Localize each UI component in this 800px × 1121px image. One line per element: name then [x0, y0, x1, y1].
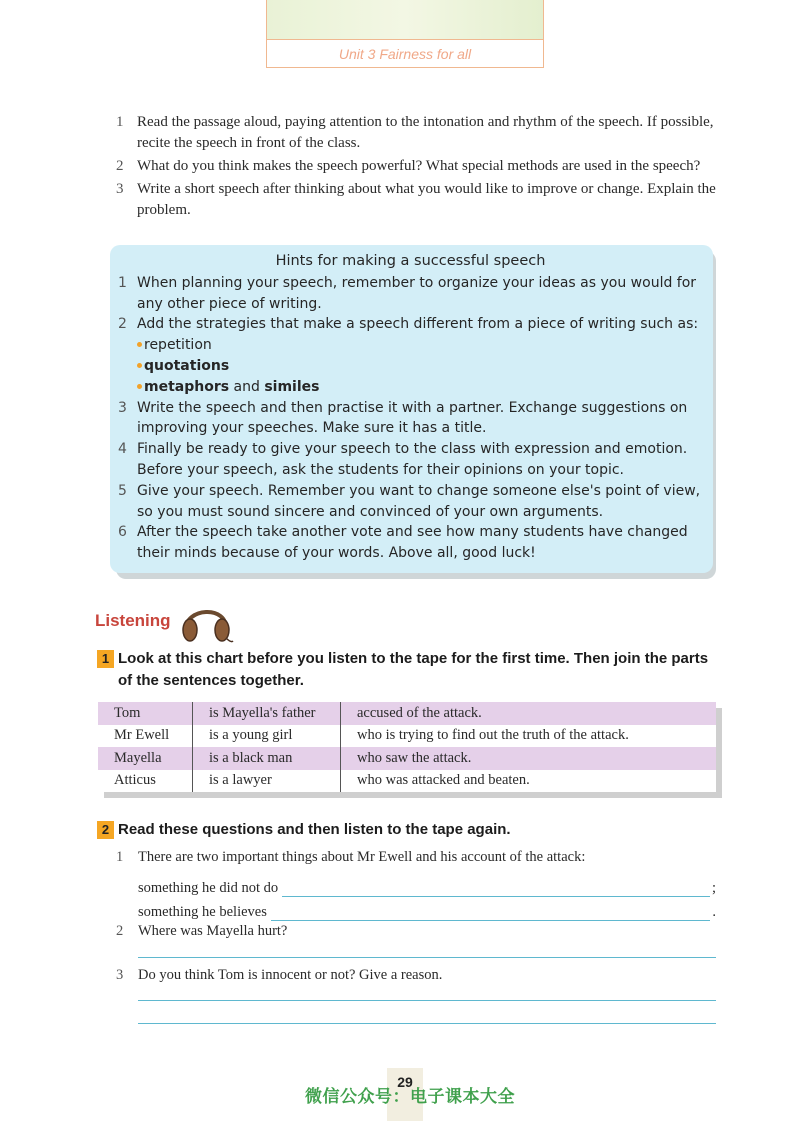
task-instruction: Read these questions and then listen to the tape again.	[118, 821, 511, 838]
question-text: Write a short speech after thinking about what you would like to improve or change. Explain the problem.	[137, 181, 716, 218]
list-item: 1 There are two important things about Mr Ewell and his account of the attack:	[116, 849, 586, 865]
answer-blank[interactable]	[271, 905, 711, 921]
listening-title: Listening	[95, 611, 171, 630]
table-row: Mr Ewell is a young girl who is trying to find out the truth of the attack.	[98, 725, 716, 748]
hint-bullet: quotations	[118, 356, 703, 377]
hint-item: 6 After the speech take another vote and see how many students have changed their minds because of your words. Above all, good luck!	[118, 524, 688, 562]
hint-item: 1 When planning your speech, remember to organize your ideas as you would for any other piece of writing.	[118, 274, 697, 312]
list-item: 3 Do you think Tom is innocent or not? Give a reason.	[116, 967, 443, 983]
unit-banner	[266, 0, 544, 68]
task-number-badge: 1	[97, 650, 114, 668]
list-item: 1 Read the passage aloud, paying attention to the intonation and rhythm of the speech. If possible, recite the speech in front of the class.	[116, 112, 722, 154]
task-1	[97, 648, 719, 692]
answer-row: something he believes .	[138, 904, 716, 920]
table-row: Tom is Mayella's father accused of the attack.	[98, 702, 716, 725]
watermark-text: 微信公众号：电子课本大全	[305, 1087, 515, 1107]
answer-line[interactable]	[138, 991, 716, 1001]
hints-title: Hints for making a successful speech	[275, 253, 546, 269]
page-number: 29	[397, 1074, 413, 1090]
unit-title: Unit 3 Fairness for all	[338, 46, 472, 62]
answer-row: something he did not do ;	[138, 880, 716, 896]
hint-item: 2 Add the strategies that make a speech different from a piece of writing such as:	[118, 316, 699, 333]
list-item: 3 Write a short speech after thinking about what you would like to improve or change. Explain the problem.	[116, 179, 722, 221]
question-text: Read the passage aloud, paying attention to the intonation and rhythm of the speech. If possible, recite the speech in front of the class.	[137, 114, 714, 151]
answer-line[interactable]	[138, 947, 716, 958]
bullet-dot-icon	[137, 363, 142, 368]
hints-box	[110, 245, 713, 573]
answer-blank[interactable]	[282, 881, 710, 897]
task-number-badge: 2	[97, 821, 114, 839]
list-item: 2 Where was Mayella hurt?	[116, 923, 288, 939]
headphones-icon	[178, 598, 234, 644]
banner-image	[267, 0, 543, 40]
question-list	[116, 112, 722, 223]
hint-item: 5 Give your speech. Remember you want to change someone else's point of view, so you must sound sincere and convinced of your own arguments.	[118, 482, 701, 520]
bullet-dot-icon	[137, 384, 142, 389]
hint-item: 4 Finally be ready to give your speech to the class with expression and emotion. Before your speech, ask the students for their opinions on your topic.	[118, 441, 688, 478]
list-item: 2 What do you think makes the speech powerful? What special methods are used in the speech?	[116, 156, 722, 177]
answer-line[interactable]	[138, 1001, 716, 1024]
table-row: Mayella is a black man who saw the attack.	[98, 747, 716, 770]
task-2	[97, 819, 511, 841]
task-instruction: Look at this chart before you listen to the tape for the first time. Then join the parts of the sentences together.	[118, 650, 709, 689]
hint-item: 3 Write the speech and then practise it with a partner. Exchange suggestions on improving your speeches. Make sure it has a title.	[118, 399, 688, 437]
listening-questions	[116, 849, 716, 1024]
table-row: Atticus is a lawyer who was attacked and beaten.	[98, 770, 716, 793]
hint-bullet: metaphors and similes	[118, 377, 703, 398]
question-text: What do you think makes the speech powerful? What special methods are used in the speech?	[137, 158, 701, 174]
bullet-dot-icon	[137, 342, 142, 347]
matching-chart	[98, 702, 716, 792]
hint-bullet: repetition	[118, 335, 703, 356]
